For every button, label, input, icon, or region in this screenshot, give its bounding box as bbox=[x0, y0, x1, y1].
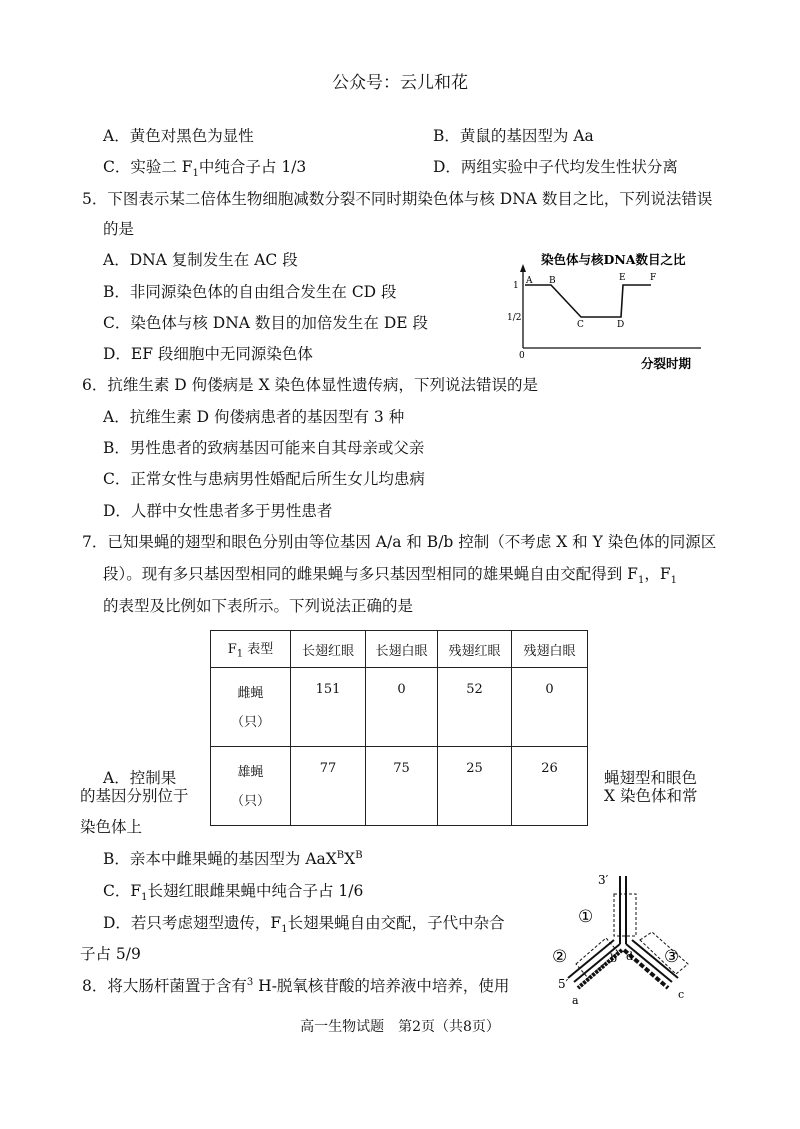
table-header-cell: 长翅白眼 bbox=[366, 631, 438, 668]
q7-stem-line1: 7．已知果蝇的翅型和眼色分别由等位基因 A/a 和 B/b 控制（不考虑 X 和 Y 染色体的同源区 bbox=[82, 533, 717, 551]
chromosome-dna-ratio-graph bbox=[505, 250, 705, 375]
q7-option-c: C．$F_1$长翅红眼雌果蝇中纯合子占 1/6 bbox=[103, 882, 364, 904]
table-cell: 26 bbox=[512, 747, 588, 826]
f1-phenotype-table bbox=[210, 630, 588, 826]
table-header-cell: 残翅白眼 bbox=[512, 631, 588, 668]
q7-stem-line2: 段）。现有多只基因型相同的雌果蝇与多只基因型相同的雄果蝇自由交配得到 $F_1$，$F_1$ bbox=[103, 565, 677, 587]
table-row bbox=[211, 747, 588, 826]
label-region-1: ① bbox=[578, 907, 594, 927]
q7-option-a-line2-left: 的基因分别位于 bbox=[80, 787, 189, 805]
q7-option-d: D．若只考虑翅型遗传，$F_1$长翅果蝇自由交配，子代中杂合 bbox=[103, 914, 505, 936]
q4-option-b: B．黄鼠的基因型为 Aa bbox=[433, 127, 594, 145]
point-label-e: E bbox=[619, 273, 626, 283]
point-label-c: C bbox=[577, 320, 584, 330]
label-region-2: ② bbox=[552, 947, 568, 967]
q6-option-a: A．抗维生素 D 佝偻病患者的基因型有 3 种 bbox=[103, 408, 405, 426]
q5-stem-line2: 的是 bbox=[103, 220, 135, 238]
point-label-d: D bbox=[617, 320, 625, 330]
table-cell: 25 bbox=[438, 747, 512, 826]
table-row-label: 雌蝇 （只） bbox=[211, 668, 291, 747]
q6-option-c: C．正常女性与患病男性婚配后所生女儿均患病 bbox=[103, 470, 425, 488]
q5-stem-line1: 5．下图表示某二倍体生物细胞减数分裂不同时期染色体与核 DNA 数目之比，下列说法错误 bbox=[82, 190, 713, 208]
q7-option-a-line2-right: X 染色体和常 bbox=[604, 787, 698, 805]
label-3-prime: 3′ bbox=[598, 873, 609, 887]
x-axis-label: 分裂时期 bbox=[641, 356, 692, 371]
table-header-cell: 长翅红眼 bbox=[291, 631, 366, 668]
table-cell: 75 bbox=[366, 747, 438, 826]
table-cell: 77 bbox=[291, 747, 366, 826]
table-cell: 0 bbox=[366, 668, 438, 747]
q6-stem: 6．抗维生素 D 佝偻病是 X 染色体显性遗传病，下列说法错误的是 bbox=[82, 376, 539, 394]
q8-stem: 8．将大肠杆菌置于含有$^3$ H-脱氧核苷酸的培养液中培养，使用 bbox=[82, 976, 510, 995]
table-cell: 52 bbox=[438, 668, 512, 747]
table-cell: 151 bbox=[291, 668, 366, 747]
q4-option-c: C．实验二 $F_1$中纯合子占 1/3 bbox=[103, 158, 307, 180]
q7-option-a-right: 蝇翅型和眼色 bbox=[604, 769, 698, 787]
left-arm-strand bbox=[568, 940, 614, 978]
q4-option-a: A．黄色对黑色为显性 bbox=[103, 127, 254, 145]
y-tick-half: 1/2 bbox=[507, 313, 522, 323]
q7-option-a-left: A．控制果 bbox=[103, 769, 177, 787]
y-axis-arrow bbox=[520, 264, 526, 272]
page-footer: 高一生物试题 第2页（共8页） bbox=[300, 1019, 500, 1035]
page-header: 公众号：云儿和花 bbox=[332, 73, 468, 93]
y-tick-1: 1 bbox=[513, 281, 519, 291]
y-tick-0: 0 bbox=[519, 351, 525, 361]
q7-option-d-line2: 子占 5/9 bbox=[80, 945, 141, 963]
table-header-cell: $F_1$ 表型 bbox=[211, 631, 291, 668]
label-c: c bbox=[678, 988, 685, 1001]
q7-option-b: B．亲本中雌果蝇的基因型为 $AaX^BX^B$ bbox=[103, 849, 363, 868]
q5-option-c: C．染色体与核 DNA 数目的加倍发生在 DE 段 bbox=[103, 314, 428, 332]
q4-option-d: D．两组实验中子代均发生性状分离 bbox=[433, 158, 678, 176]
label-region-3: ③ bbox=[664, 947, 680, 967]
table-row bbox=[211, 668, 588, 747]
point-label-b: B bbox=[549, 276, 556, 286]
table-header-cell: 残翅红眼 bbox=[438, 631, 512, 668]
label-b: b bbox=[610, 952, 618, 965]
table-cell: 0 bbox=[512, 668, 588, 747]
label-5-prime: 5′ bbox=[558, 977, 569, 991]
q6-option-b: B．男性患者的致病基因可能来自其母亲或父亲 bbox=[103, 439, 425, 457]
label-d: d bbox=[626, 950, 634, 963]
label-a: a bbox=[572, 994, 579, 1007]
dna-replication-fork-diagram bbox=[548, 864, 708, 1029]
q6-option-d: D．人群中女性患者多于男性患者 bbox=[103, 502, 333, 520]
table-header-row bbox=[211, 631, 588, 668]
q7-stem-line3: 的表型及比例如下表所示。下列说法正确的是 bbox=[103, 597, 414, 615]
graph-title: 染色体与核DNA数目之比 bbox=[541, 252, 686, 267]
q5-option-d: D．EF 段细胞中无同源染色体 bbox=[103, 345, 313, 363]
point-label-f: F bbox=[650, 273, 657, 283]
q5-option-a: A．DNA 复制发生在 AC 段 bbox=[103, 251, 298, 269]
ratio-curve bbox=[525, 285, 651, 317]
q5-option-b: B．非同源染色体的自由组合发生在 CD 段 bbox=[103, 283, 397, 301]
table-row-label: 雄蝇 （只） bbox=[211, 747, 291, 826]
q7-option-a-line3: 染色体上 bbox=[80, 818, 143, 836]
point-label-a: A bbox=[526, 276, 533, 286]
